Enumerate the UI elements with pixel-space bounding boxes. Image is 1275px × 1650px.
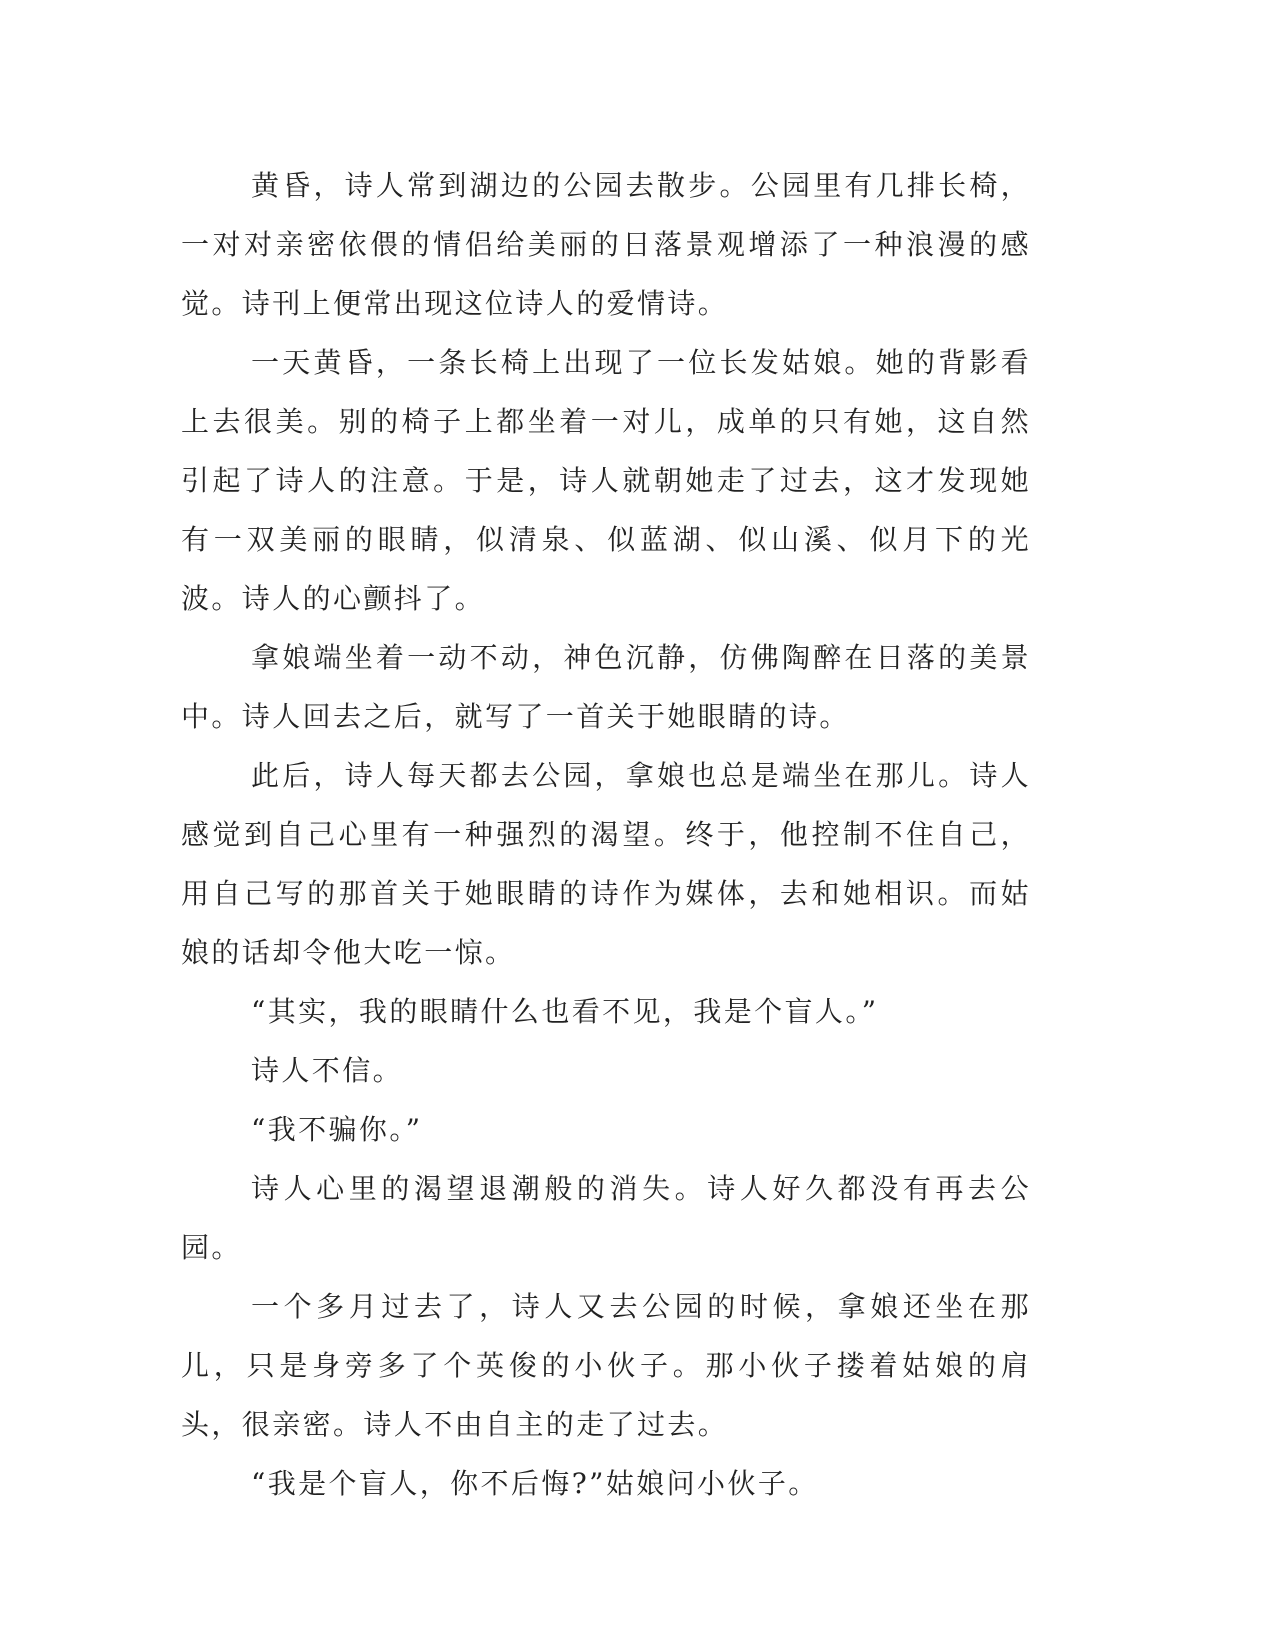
paragraph-10: “我是个盲人，你不后悔?”姑娘问小伙子。 [251, 1467, 819, 1500]
paragraph-5: “其实，我的眼睛什么也看不见，我是个盲人。” [251, 995, 879, 1028]
paragraph-4: 此后，诗人每天都去公园，拿娘也总是端坐在那儿。诗人感觉到自己心里有一种强烈的渴望。终于，他控制不住自己，用自己写的那首关于她眼睛的诗作为媒体，去和她相识。而姑娘的话却令他大吃一惊。 [181, 759, 1031, 969]
paragraph-8: 诗人心里的渴望退潮般的消失。诗人好久都没有再去公园。 [181, 1172, 1031, 1264]
paragraph-7: “我不骗你。” [251, 1113, 423, 1146]
paragraph-3: 拿娘端坐着一动不动，神色沉静，仿佛陶醉在日落的美景中。诗人回去之后，就写了一首关于她眼睛的诗。 [181, 641, 1031, 733]
paragraph-6: 诗人不信。 [251, 1054, 404, 1087]
paragraph-2: 一天黄昏，一条长椅上出现了一位长发姑娘。她的背影看上去很美。别的椅子上都坐着一对儿，成单的只有她，这自然引起了诗人的注意。于是，诗人就朝她走了过去，这才发现她有一双美丽的眼睛，似清泉、似蓝湖、似山溪、似月下的光波。诗人的心颤抖了。 [181, 346, 1031, 615]
paragraph-9: 一个多月过去了，诗人又去公园的时候，拿娘还坐在那儿，只是身旁多了个英俊的小伙子。那小伙子搂着姑娘的肩头，很亲密。诗人不由自主的走了过去。 [181, 1290, 1031, 1441]
paragraph-1: 黄昏，诗人常到湖边的公园去散步。公园里有几排长椅，一对对亲密依偎的情侣给美丽的日落景观增添了一种浪漫的感觉。诗刊上便常出现这位诗人的爱情诗。 [181, 169, 1031, 320]
story-text [181, 156, 1031, 1513]
